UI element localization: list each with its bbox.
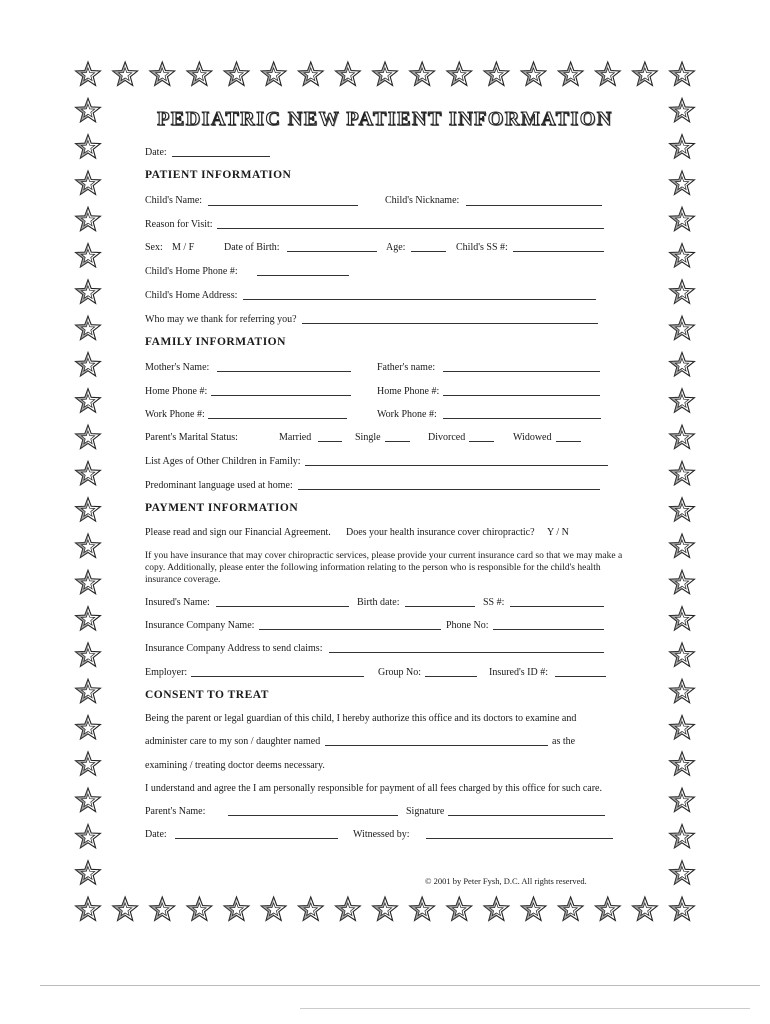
nautical-star-icon (335, 897, 360, 921)
coverage-question: Does your health insurance cover chiropractic? (346, 527, 535, 538)
birth-date-label: Birth date: (357, 597, 400, 608)
dob-field[interactable] (287, 251, 377, 252)
nautical-star-icon (76, 788, 101, 812)
witnessed-by-field[interactable] (426, 838, 613, 839)
nautical-star-icon (670, 570, 695, 594)
nautical-star-icon (521, 62, 546, 86)
divorced-field[interactable] (469, 441, 494, 442)
insured-id-field[interactable] (555, 676, 606, 677)
group-no-label: Group No: (378, 667, 422, 678)
nautical-star-icon (76, 897, 101, 921)
widowed-label: Widowed (513, 432, 552, 443)
nautical-star-icon (76, 643, 101, 667)
financial-agreement-text: Please read and sign our Financial Agreement. (145, 527, 331, 538)
child-name-consent-field[interactable] (325, 745, 548, 746)
employer-field[interactable] (191, 676, 364, 677)
nautical-star-icon (632, 62, 657, 86)
nautical-star-icon (76, 824, 101, 848)
nautical-star-icon (76, 280, 101, 304)
married-label: Married (279, 432, 312, 443)
nautical-star-icon (670, 280, 695, 304)
nautical-star-icon (521, 897, 546, 921)
father-home-phone-field[interactable] (443, 395, 600, 396)
nautical-star-icon (335, 62, 360, 86)
consent-heading: CONSENT TO TREAT (145, 689, 269, 701)
nautical-star-icon (76, 570, 101, 594)
nautical-star-icon (670, 207, 695, 231)
nautical-star-icon (410, 897, 435, 921)
family-info-heading: FAMILY INFORMATION (145, 336, 286, 348)
referral-field[interactable] (302, 323, 598, 324)
nautical-star-icon (670, 715, 695, 739)
nautical-star-icon (595, 62, 620, 86)
nautical-star-icon (113, 62, 138, 86)
consent-line-2-end: as the (552, 736, 576, 747)
nautical-star-icon (76, 607, 101, 631)
witnessed-by-label: Witnessed by: (353, 829, 410, 840)
mother-name-label: Mother's Name: (145, 362, 210, 373)
copyright-notice: © 2001 by Peter Fysh, D.C. All rights reserved. (425, 876, 587, 886)
nautical-star-icon (670, 643, 695, 667)
ssn-field[interactable] (513, 251, 604, 252)
nautical-star-icon (76, 534, 101, 558)
sex-label: Sex: (145, 242, 163, 253)
mother-home-phone-label: Home Phone #: (145, 386, 208, 397)
nautical-star-icon (670, 897, 695, 921)
nautical-star-icon (670, 861, 695, 885)
scan-edge-line (40, 985, 760, 986)
nautical-star-icon (224, 62, 249, 86)
mother-work-phone-label: Work Phone #: (145, 409, 205, 420)
nautical-star-icon (670, 171, 695, 195)
mother-name-field[interactable] (217, 371, 351, 372)
nautical-star-icon (113, 897, 138, 921)
insured-name-field[interactable] (216, 606, 349, 607)
child-name-field[interactable] (208, 205, 358, 206)
insurance-company-label: Insurance Company Name: (145, 620, 255, 631)
insured-id-label: Insured's ID #: (489, 667, 549, 678)
nautical-star-icon (76, 389, 101, 413)
date-field[interactable] (172, 156, 270, 157)
nautical-star-icon (261, 897, 286, 921)
nautical-star-icon (670, 788, 695, 812)
divorced-label: Divorced (428, 432, 466, 443)
father-work-phone-label: Work Phone #: (377, 409, 437, 420)
nautical-star-icon (670, 316, 695, 340)
nautical-star-icon (373, 897, 398, 921)
nautical-star-icon (670, 135, 695, 159)
nautical-star-icon (484, 62, 509, 86)
nautical-star-icon (150, 897, 175, 921)
age-field[interactable] (411, 251, 446, 252)
consent-date-field[interactable] (175, 838, 338, 839)
consent-line-3: examining / treating doctor deems necessary. (145, 760, 325, 771)
nautical-star-icon (410, 62, 435, 86)
nautical-star-icon (373, 62, 398, 86)
ssn-label: Child's SS #: (456, 242, 508, 253)
nautical-star-icon (484, 897, 509, 921)
nautical-star-icon (670, 425, 695, 449)
nautical-star-icon (447, 62, 472, 86)
home-phone-field[interactable] (257, 275, 349, 276)
nautical-star-icon (76, 752, 101, 776)
employer-label: Employer: (145, 667, 188, 678)
marital-status-label: Parent's Marital Status: (145, 432, 238, 443)
consent-line-1: Being the parent or legal guardian of this child, I hereby authorize this office and its doctors to examine and (145, 713, 577, 724)
nautical-star-icon (670, 824, 695, 848)
claims-address-label: Insurance Company Address to send claims: (145, 643, 323, 654)
insurance-phone-field[interactable] (493, 629, 604, 630)
signature-label: Signature (406, 806, 445, 817)
nautical-star-icon (595, 897, 620, 921)
nautical-star-icon (76, 425, 101, 449)
payment-info-heading: PAYMENT INFORMATION (145, 502, 299, 514)
insurance-company-field[interactable] (259, 629, 441, 630)
other-children-label: List Ages of Other Children in Family: (145, 456, 301, 467)
language-label: Predominant language used at home: (145, 480, 293, 491)
nautical-star-icon (150, 62, 175, 86)
date-label: Date: (145, 147, 167, 158)
nautical-star-icon (76, 461, 101, 485)
reason-field[interactable] (217, 228, 604, 229)
reason-label: Reason for Visit: (145, 219, 213, 230)
home-address-field[interactable] (243, 299, 596, 300)
nautical-star-icon (670, 352, 695, 376)
insurance-note: If you have insurance that may cover chiropractic services, please provide your current insurance card so that we may make a copy. Additionally, please enter the following information relating to the person who is responsible for the child's health insurance coverage. (145, 551, 623, 585)
nautical-star-icon (76, 171, 101, 195)
nautical-star-icon (670, 461, 695, 485)
consent-date-label: Date: (145, 829, 167, 840)
insured-name-label: Insured's Name: (145, 597, 210, 608)
home-address-label: Child's Home Address: (145, 290, 238, 301)
nautical-star-icon (670, 389, 695, 413)
scan-edge-line-lower (300, 1008, 750, 1009)
nautical-star-icon (670, 679, 695, 703)
insured-ss-label: SS #: (483, 597, 505, 608)
child-name-label: Child's Name: (145, 195, 203, 206)
nautical-star-icon (632, 897, 657, 921)
mother-home-phone-field[interactable] (211, 395, 351, 396)
group-no-field[interactable] (425, 676, 477, 677)
sex-options[interactable]: M / F (172, 242, 195, 253)
nautical-star-icon (670, 62, 695, 86)
parent-name-label: Parent's Name: (145, 806, 206, 817)
nautical-star-icon (558, 897, 583, 921)
single-field[interactable] (385, 441, 410, 442)
consent-line-4: I understand and agree the I am personally responsible for payment of all fees charged by this office for such care. (145, 783, 602, 794)
nautical-star-icon (670, 752, 695, 776)
other-children-field[interactable] (305, 465, 608, 466)
nautical-star-icon (76, 62, 101, 86)
nautical-star-icon (261, 62, 286, 86)
nautical-star-icon (76, 352, 101, 376)
coverage-options[interactable]: Y / N (547, 527, 569, 538)
nautical-star-icon (298, 897, 323, 921)
page-title: PEDIATRIC NEW PATIENT INFORMATION (157, 108, 613, 130)
married-field[interactable] (318, 441, 342, 442)
single-label: Single (355, 432, 381, 443)
birth-date-field[interactable] (405, 606, 475, 607)
nautical-star-icon (76, 244, 101, 268)
nautical-star-icon (76, 207, 101, 231)
nautical-star-icon (76, 135, 101, 159)
father-name-field[interactable] (443, 371, 600, 372)
father-work-phone-field[interactable] (443, 418, 601, 419)
signature-field[interactable] (448, 815, 605, 816)
nautical-star-icon (76, 715, 101, 739)
nautical-star-icon (298, 62, 323, 86)
widowed-field[interactable] (556, 441, 581, 442)
nautical-star-icon (447, 897, 472, 921)
nautical-star-icon (76, 316, 101, 340)
father-home-phone-label: Home Phone #: (377, 386, 440, 397)
age-label: Age: (386, 242, 406, 253)
home-phone-label: Child's Home Phone #: (145, 266, 238, 277)
claims-address-field[interactable] (329, 652, 604, 653)
nautical-star-icon (224, 897, 249, 921)
mother-work-phone-field[interactable] (208, 418, 347, 419)
nautical-star-icon (558, 62, 583, 86)
nautical-star-icon (670, 607, 695, 631)
nautical-star-icon (670, 244, 695, 268)
insured-ss-field[interactable] (510, 606, 604, 607)
insurance-phone-label: Phone No: (446, 620, 489, 631)
nautical-star-icon (670, 534, 695, 558)
consent-line-2: administer care to my son / daughter named (145, 736, 321, 747)
nautical-star-icon (76, 861, 101, 885)
nautical-star-icon (76, 498, 101, 522)
dob-label: Date of Birth: (224, 242, 280, 253)
child-nickname-field[interactable] (466, 205, 602, 206)
child-nickname-label: Child's Nickname: (385, 195, 460, 206)
nautical-star-icon (187, 62, 212, 86)
nautical-star-icon (76, 679, 101, 703)
patient-info-heading: PATIENT INFORMATION (145, 169, 292, 181)
father-name-label: Father's name: (377, 362, 436, 373)
referral-label: Who may we thank for referring you? (145, 314, 297, 325)
parent-name-field[interactable] (228, 815, 398, 816)
language-field[interactable] (298, 489, 600, 490)
nautical-star-icon (187, 897, 212, 921)
nautical-star-icon (670, 498, 695, 522)
